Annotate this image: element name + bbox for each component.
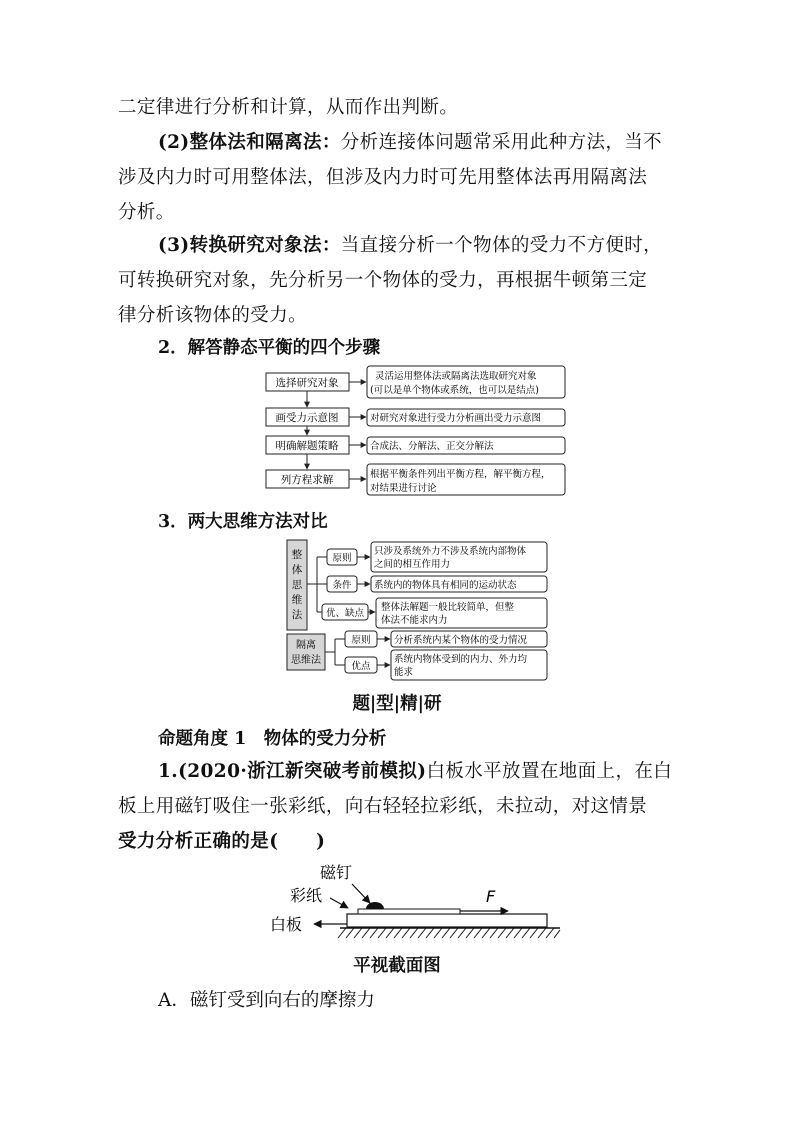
text-line: 受力分析正确的是( ) xyxy=(118,831,326,852)
text-line xyxy=(118,125,684,160)
step-label: 选择研究对象 xyxy=(275,377,339,389)
text-line: 可转换研究对象，先分析另一个物体的受力，再根据牛顿第三定 xyxy=(118,270,648,291)
text-line: 二定律进行分析和计算，从而作出判断。 xyxy=(118,97,459,118)
label-force: F xyxy=(486,887,496,906)
desc-text: 分析系统内某个物体的受力情况 xyxy=(394,635,528,646)
note-text: 对结果进行讨论 xyxy=(370,483,437,494)
method-label-char: 整 xyxy=(291,549,303,561)
method-label-char: 思 xyxy=(291,579,303,591)
note-text: 灵活运用整体法或隔离法选取研究对象 xyxy=(375,371,537,382)
text-span: 分析连接体问题常采用此种方法，当不 xyxy=(340,132,663,153)
text-span: 当直接分析一个物体的受力不方便时， xyxy=(340,235,663,256)
research-heading: 题|型|精|研 xyxy=(352,694,442,714)
four-steps-flowchart xyxy=(262,364,570,498)
method-label-char: 体 xyxy=(291,564,303,576)
figure-caption: 平视截面图 xyxy=(353,956,441,976)
label-paper: 彩纸 xyxy=(290,886,323,905)
desc-text: 之间的相互作用力 xyxy=(374,559,451,570)
term-label: (2)整体法和隔离法： xyxy=(158,132,341,153)
key-label: 原则 xyxy=(351,635,371,646)
option-a[interactable]: A．磁钉受到向右的摩擦力 xyxy=(158,990,375,1011)
section3-heading: 3．两大思维方法对比 xyxy=(158,512,328,532)
note-text: 合成法、分解法、正交分解法 xyxy=(370,441,494,452)
text-line: 板上用磁钉吸住一张彩纸，向右轻轻拉彩纸，未拉动，对这情景 xyxy=(118,796,648,817)
term-label: (3)转换研究对象法： xyxy=(158,235,341,256)
step-label: 明确解题策略 xyxy=(275,440,339,452)
method-label-char: 维 xyxy=(291,594,303,606)
magnet xyxy=(366,902,384,909)
colored-paper xyxy=(358,909,460,914)
pointer-arrow xyxy=(352,884,370,903)
text-line: 律分析该物体的受力。 xyxy=(118,305,308,326)
text-span: 白板水平放置在地面上，在白 xyxy=(426,761,673,782)
angle-heading: 命题角度 1 物体的受力分析 xyxy=(158,729,387,749)
method-label-char: 法 xyxy=(291,609,303,621)
desc-text: 只涉及系统外力不涉及系统内部物体 xyxy=(374,546,527,557)
text-line: 涉及内力时可用整体法，但涉及内力时可先用整体法再用隔离法 xyxy=(118,167,648,188)
step-label: 画受力示意图 xyxy=(275,412,339,424)
desc-text: 系统内的物体具有相同的运动状态 xyxy=(374,580,517,591)
step-label: 列方程求解 xyxy=(280,474,334,486)
method-label: 隔离 xyxy=(296,640,316,651)
desc-text: 体法不能求内力 xyxy=(381,615,448,626)
method-label: 思维法 xyxy=(291,655,321,666)
key-label: 原则 xyxy=(332,553,352,564)
text-line: 分析。 xyxy=(118,202,175,223)
white-board xyxy=(347,914,547,927)
note-text: (可以是单个物体或系统，也可以是结点) xyxy=(370,385,539,396)
question-source: 1.(2020·浙江新突破考前模拟) xyxy=(158,761,427,782)
label-magnet: 磁钉 xyxy=(320,863,353,882)
text-line xyxy=(118,228,684,263)
paragraph-continuation xyxy=(118,90,684,125)
pointer-arrow xyxy=(330,898,348,908)
desc-text: 能求 xyxy=(394,667,414,678)
question-1 xyxy=(118,754,684,859)
key-label: 条件 xyxy=(332,580,352,591)
paragraph-whole-and-isolation xyxy=(118,125,684,230)
note-text: 对研究对象进行受力分析画出受力示意图 xyxy=(370,413,542,424)
desc-text: 系统内物体受到的内力、外力均 xyxy=(394,654,528,665)
section2-heading: 2．解答静态平衡的四个步骤 xyxy=(158,338,381,358)
ground-hatching xyxy=(338,928,560,938)
key-label: 优点 xyxy=(351,661,371,672)
paragraph-switch-object xyxy=(118,228,684,333)
label-board: 白板 xyxy=(270,915,303,934)
magnet-board-figure xyxy=(262,858,572,944)
key-label: 优、缺点 xyxy=(325,608,365,619)
text-line xyxy=(118,754,684,789)
thinking-methods-diagram xyxy=(282,538,552,682)
note-text: 根据平衡条件列出平衡方程，解平衡方程， xyxy=(370,469,551,480)
desc-text: 整体法解题一般比较简单，但整 xyxy=(381,602,515,613)
